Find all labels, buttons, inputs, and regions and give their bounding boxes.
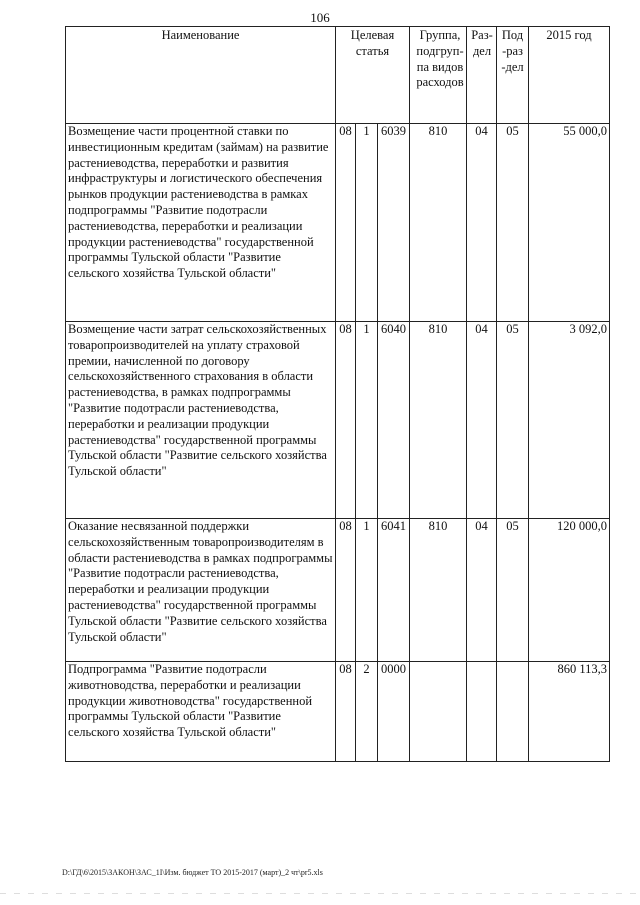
row-section: 04 — [467, 322, 497, 519]
scan-edge-divider — [0, 893, 640, 894]
row-amount: 3 092,0 — [529, 322, 610, 519]
row-name: Оказание несвязанной поддержки сельскохозяйственным товаропроизводителям в области растениеводства в рамках подпрограммы "Развитие подотрасли растениеводства, переработки и реализации продукции растениеводства" государственной программы Тульской области "Развитие сельского хозяйства Тульской области" — [66, 519, 336, 662]
row-code-direction: 6039 — [378, 124, 410, 322]
budget-table — [65, 26, 610, 762]
row-expense-group: 810 — [410, 322, 467, 519]
row-section: 04 — [467, 124, 497, 322]
header-expense-group-text: Группа, подгруп-па видов расходов — [416, 28, 464, 90]
row-section — [467, 662, 497, 762]
row-subsection: 05 — [497, 322, 529, 519]
row-section: 04 — [467, 519, 497, 662]
row-code-program: 08 — [336, 662, 356, 762]
table-row — [66, 519, 610, 662]
header-section — [467, 27, 497, 124]
row-name: Возмещение части затрат сельскохозяйственных товаропроизводителей на уплату страховой премии, начисленной по договору сельскохозяйственного страхования в области растениеводства, в рамках подпрограммы "Развитие подотрасли растениеводства, переработки и реализации продукции растениеводства" государственной программы Тульской области "Развитие сельского хозяйства Тульской области" — [66, 322, 336, 519]
row-code-subprogram: 1 — [356, 519, 378, 662]
header-target-article — [336, 27, 410, 124]
row-subsection — [497, 662, 529, 762]
row-code-subprogram: 1 — [356, 124, 378, 322]
table-row — [66, 322, 610, 519]
table-row — [66, 662, 610, 762]
row-subsection: 05 — [497, 124, 529, 322]
row-code-program: 08 — [336, 519, 356, 662]
row-expense-group: 810 — [410, 519, 467, 662]
file-path-footer: D:\ГД\6\2015\ЗАКОН\ЗАС_1I\Изм. бюджет ТО 2015-2017 (март)_2 чт\pr5.xls — [62, 868, 323, 877]
row-amount: 55 000,0 — [529, 124, 610, 322]
row-amount: 120 000,0 — [529, 519, 610, 662]
row-name: Возмещение части процентной ставки по инвестиционным кредитам (займам) на развитие растениеводства, переработки и развития инфраструктуры и логистического обеспечения рынков продукции растениеводства в рамках подпрограммы "Развитие подотрасли растениеводства, переработки и реализации продукции растениеводства" государственной программы Тульской области "Развитие сельского хозяйства Тульской области" — [66, 124, 336, 322]
row-code-subprogram: 1 — [356, 322, 378, 519]
row-amount: 860 113,3 — [529, 662, 610, 762]
row-name: Подпрограмма "Развитие подотрасли животноводства, переработки и реализации продукции животноводства" государственной программы Тульской области "Развитие сельского хозяйства Тульской области" — [66, 662, 336, 762]
row-code-program: 08 — [336, 124, 356, 322]
row-code-subprogram: 2 — [356, 662, 378, 762]
header-expense-group — [410, 27, 467, 124]
table-row — [66, 124, 610, 322]
row-expense-group — [410, 662, 467, 762]
header-name: Наименование — [66, 27, 336, 124]
row-expense-group: 810 — [410, 124, 467, 322]
header-target-article-text: Целевая статья — [350, 28, 395, 58]
header-section-text: Раз-дел — [471, 28, 493, 58]
row-subsection: 05 — [497, 519, 529, 662]
row-code-direction: 0000 — [378, 662, 410, 762]
page-number: 106 — [310, 10, 330, 25]
row-code-direction: 6041 — [378, 519, 410, 662]
header-year: 2015 год — [529, 27, 610, 124]
header-subsection — [497, 27, 529, 124]
header-subsection-text: Под-раз-дел — [501, 28, 524, 74]
row-code-direction: 6040 — [378, 322, 410, 519]
row-code-program: 08 — [336, 322, 356, 519]
table-header-row — [66, 27, 610, 124]
